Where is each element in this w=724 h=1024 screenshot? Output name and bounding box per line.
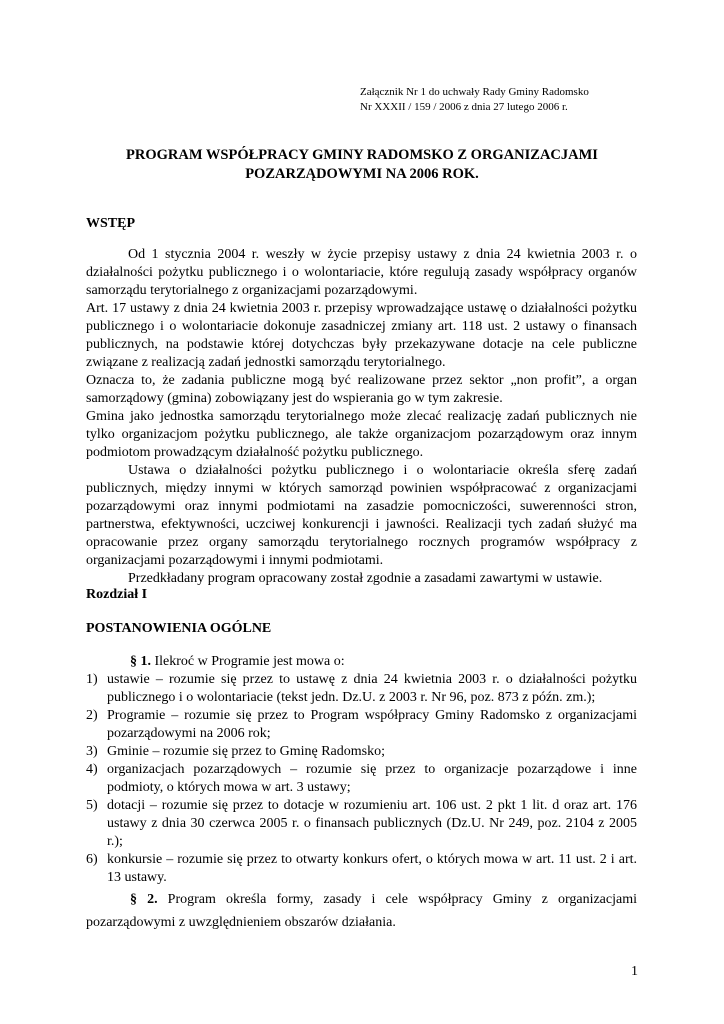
definition-number: 2) [86,708,98,723]
intro-paragraph: Przedkładany program opracowany został zgodnie a zasadami zawartymi w ustawie. [128,571,603,586]
document-title [90,146,634,184]
definition-item [86,851,637,887]
definition-text: Programie – rozumie się przez to Program współpracy Gminy Radomsko z organizacjami pozarządowymi na 2006 rok; [107,708,637,741]
definition-text: dotacji – rozumie się przez to dotacje w rozumieniu art. 106 ust. 2 pkt 1 lit. d oraz art. 176 ustawy z dnia 30 czerwca 2005 r. o finansach publicznych (Dz.U. Nr 249, poz. 2104 z 2005 r.); [107,798,637,849]
section-2-number: § 2. [130,892,158,907]
definition-item [86,671,637,707]
chapter-heading: POSTANOWIENIA OGÓLNE [86,621,272,636]
definition-item [86,707,637,743]
intro-paragraph: Od 1 stycznia 2004 r. weszły w życie przepisy ustawy z dnia 24 kwietnia 2003 r. o działalności pożytku publicznego i o wolontariacie, które regulują zasady współpracy organów samorządu terytorialnego z organizacjami pozarządowymi. [86,247,637,298]
section-2-text: Program określa formy, zasady i cele współpracy Gminy z organizacjami pozarządowymi z uwzględnieniem obszarów działania. [86,892,637,930]
page-number: 1 [631,964,638,979]
definition-text: konkursie – rozumie się przez to otwarty konkurs ofert, o których mowa w art. 11 ust. 2 i art. 13 ustawy. [107,852,637,885]
definition-number: 1) [86,672,98,687]
definition-text: organizacjach pozarządowych – rozumie się przez to organizacje pozarządowe i inne podmioty, o których mowa w art. 3 ustawy; [107,762,637,795]
intro-paragraph: Art. 17 ustawy z dnia 24 kwietnia 2003 r. przepisy wprowadzające ustawę o działalności pożytku publicznego i o wolontariacie dokonuje zasadniczej zmiany art. 118 ust. 2 ustawy o finansach publicznych, na podstawie której dotychczas były przekazywane dotacje na cele publiczne związane z realizacją zadań jednostki samorządu terytorialnego. [86,301,637,370]
section-1-number: § 1. [130,654,151,669]
intro-body [86,246,637,588]
definition-number: 6) [86,852,98,867]
title-line-2: POZARZĄDOWYMI NA 2006 ROK. [245,166,479,182]
intro-paragraph: Ustawa o działalności pożytku publicznego i o wolontariacie określa sferę zadań publicznych, między innymi w których samorząd powinien współpracować z organizacjami pozarządowymi oraz innymi podmiotami na zasadzie pomocniczości, suwerenności stron, partnerstwa, efektywności, uczciwej konkurencji i jawności. Realizacji tych zadań służyć ma opracowanie przez organy samorządu terytorialnego rocznych programów współpracy z organizacjami pozarządowymi i innymi podmiotami. [86,463,637,568]
title-line-1: PROGRAM WSPÓŁPRACY GMINY RADOMSKO Z ORGANIZACJAMI [126,147,598,163]
section-1 [86,653,637,887]
section-1-text: Ilekroć w Programie jest mowa o: [151,654,345,669]
chapter-label: Rozdział I [86,587,148,602]
definition-text: ustawie – rozumie się przez to ustawę z dnia 24 kwietnia 2003 r. o działalności pożytku publicznego i o wolontariacie (tekst jedn. Dz.U. z 2003 r. Nr 96, poz. 873 z późn. zm.); [107,672,637,705]
attachment-note [360,85,589,115]
attachment-line-2: Nr XXXII / 159 / 2006 z dnia 27 lutego 2006 r. [360,101,568,113]
definition-item [86,743,637,761]
definition-number: 5) [86,798,98,813]
definition-item [86,797,637,851]
section-1-intro [86,653,637,671]
intro-paragraph: Oznacza to, że zadania publiczne mogą być realizowane przez sektor „non profit”, a organ samorządowy (gmina) zobowiązany jest do wspierania go w tym zakresie. [86,373,637,406]
attachment-line-1: Załącznik Nr 1 do uchwały Rady Gminy Radomsko [360,86,589,98]
definition-text: Gminie – rozumie się przez to Gminę Radomsko; [107,744,385,759]
section-2 [86,888,637,934]
definition-number: 3) [86,744,98,759]
definition-number: 4) [86,762,98,777]
definition-item [86,761,637,797]
intro-paragraph: Gmina jako jednostka samorządu terytorialnego może zlecać realizację zadań publicznych nie tylko organizacjom pożytku publicznego, ale także organizacjom pozarządowym oraz innym podmiotom prowadzącym działalność pożytku publicznego. [86,409,637,460]
intro-heading: WSTĘP [86,216,136,231]
